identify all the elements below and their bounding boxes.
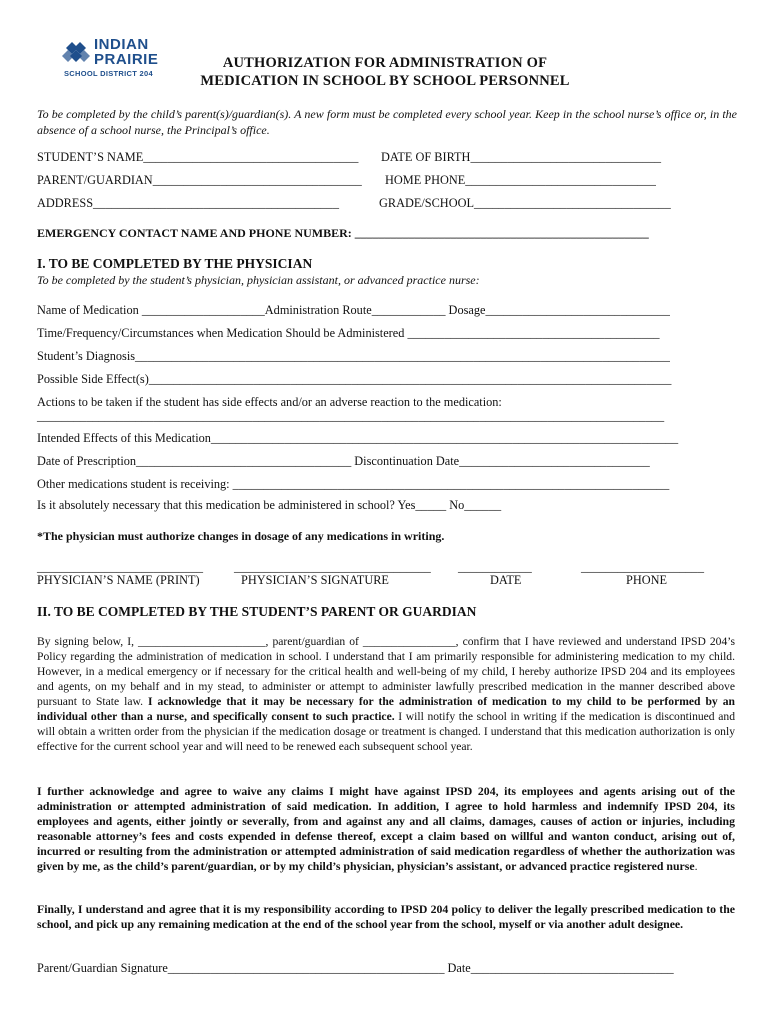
intended-effects-field[interactable]: Intended Effects of this Medication____________________________________________________________________________: [37, 431, 679, 445]
waiver-paragraph: [37, 784, 735, 874]
physician-phone-line[interactable]: ____________________: [581, 560, 704, 574]
medication-name-field[interactable]: Name of Medication ____________________Administration Route____________ Dosage______________________________: [37, 303, 670, 317]
form-title-line1: AUTHORIZATION FOR ADMINISTRATION OF: [222, 55, 548, 71]
consent-notification-text: I will notify the school in writing if the medication is discontinued and will obtain a written order from the physician if the medication dosage or treatment is changed. I understand that this medication authorization is only effective for the current school year and will need to be renewed each subsequent school year.: [37, 710, 735, 753]
parent-signature-field[interactable]: Parent/Guardian Signature_____________________________________________ Date_________________________________: [37, 961, 674, 975]
emergency-contact-field[interactable]: EMERGENCY CONTACT NAME AND PHONE NUMBER: _________________________________________________: [37, 226, 649, 240]
consent-acknowledgement: I acknowledge that it may be necessary for the administration of medication to my child to be performed by an individual other than a nurse, and specifically consent to such practice.: [37, 695, 735, 723]
parent-guardian-field[interactable]: PARENT/GUARDIAN__________________________________: [37, 173, 362, 187]
necessary-question-field[interactable]: Is it absolutely necessary that this medication be administered in school? Yes_____ No______: [37, 498, 502, 512]
time-frequency-field[interactable]: Time/Frequency/Circumstances when Medication Should be Administered _________________________________________: [37, 326, 660, 340]
actions-field[interactable]: ______________________________________________________________________________________________________: [37, 409, 665, 423]
responsibility-paragraph: Finally, I understand and agree that it is my responsibility according to IPSD 204 policy to deliver the legally prescribed medication to the school, and pick up any remaining medication at the end of the school year from the school, myself or via another adult designee.: [37, 902, 735, 931]
logo-line1: INDIAN: [94, 36, 149, 53]
physician-signature-label: PHYSICIAN’S SIGNATURE: [241, 573, 389, 587]
physician-phone-label: PHONE: [626, 573, 667, 587]
date-prescription-field[interactable]: Date of Prescription___________________________________ Discontinuation Date_______________________________: [37, 454, 650, 468]
diagnosis-field[interactable]: Student’s Diagnosis_______________________________________________________________________________________: [37, 349, 670, 363]
district-logo: [60, 36, 160, 80]
physician-date-line[interactable]: ____________: [458, 560, 532, 574]
physician-date-label: DATE: [490, 573, 522, 587]
home-phone-field[interactable]: HOME PHONE_______________________________: [385, 173, 656, 187]
student-name-field[interactable]: STUDENT’S NAME___________________________________: [37, 150, 359, 164]
logo-emblem-icon: [60, 38, 94, 68]
intro-instructions: To be completed by the child’s parent(s)/guardian(s). A new form must be completed every school year. Keep in the school nurse’s office or, in the absence of a school nurse, the Principal’s office.: [37, 107, 737, 137]
consent-text: By signing below, I, ______________________, parent/guardian of ________________, confirm that I have reviewed and understand IPSD 204’s Policy regarding the administration of medication in school. I understand that I am primarily responsible for administering medication to my child. However, in a medical emergency or if necessary for the critical health and well-being of my child, I hereby authorize IPSD 204 and its employees and agents, on my behalf and in my stead, to administer or attempt to administer lawfully prescribed medication in the manner described above pursuant to State law.: [37, 635, 735, 708]
grade-school-field[interactable]: GRADE/SCHOOL________________________________: [379, 196, 671, 210]
physician-note: *The physician must authorize changes in dosage of any medications in writing.: [37, 529, 445, 543]
section1-heading: I. TO BE COMPLETED BY THE PHYSICIAN: [37, 256, 313, 271]
address-field[interactable]: ADDRESS________________________________________: [37, 196, 339, 210]
physician-signature-line[interactable]: ________________________________: [234, 560, 431, 574]
section1-subheading: To be completed by the student’s physician, physician assistant, or advanced practice nurse:: [37, 273, 480, 287]
other-medications-field[interactable]: Other medications student is receiving: _______________________________________________________________________: [37, 477, 670, 491]
form-title-line2: MEDICATION IN SCHOOL BY SCHOOL PERSONNEL: [200, 73, 570, 89]
actions-label: Actions to be taken if the student has side effects and/or an adverse reaction to the medication:: [37, 395, 502, 409]
logo-line3: SCHOOL DISTRICT 204: [64, 69, 153, 78]
side-effects-field[interactable]: Possible Side Effect(s)_____________________________________________________________________________________: [37, 372, 672, 386]
waiver-period: .: [694, 859, 698, 873]
date-of-birth-field[interactable]: DATE OF BIRTH_______________________________: [381, 150, 662, 164]
physician-name-label: PHYSICIAN’S NAME (PRINT): [37, 573, 200, 587]
physician-name-line[interactable]: ___________________________: [37, 560, 204, 574]
section2-heading: II. TO BE COMPLETED BY THE STUDENT’S PARENT OR GUARDIAN: [37, 604, 477, 619]
consent-paragraph: [37, 634, 735, 754]
waiver-text: I further acknowledge and agree to waive any claims I might have against IPSD 204, its employees and agents arising out of the administration or attempted administration of said medication. In addition, I agree to hold harmless and indemnify IPSD 204, its employees and agents, either jointly or severally, from and against any and all claims, damages, causes of action or injuries, including reasonable attorney’s fees and costs expended in defense thereof, except a claim based on willful and wanton conduct, arising out of, incurred or resulting from the administration or attempted administration of said medication regardless of whether the authorization was given by me, as the child’s parent/guardian, or by my child’s physician, physician’s assistant, or advanced practice registered nurse: [37, 784, 735, 873]
logo-line2: PRAIRIE: [94, 51, 159, 68]
